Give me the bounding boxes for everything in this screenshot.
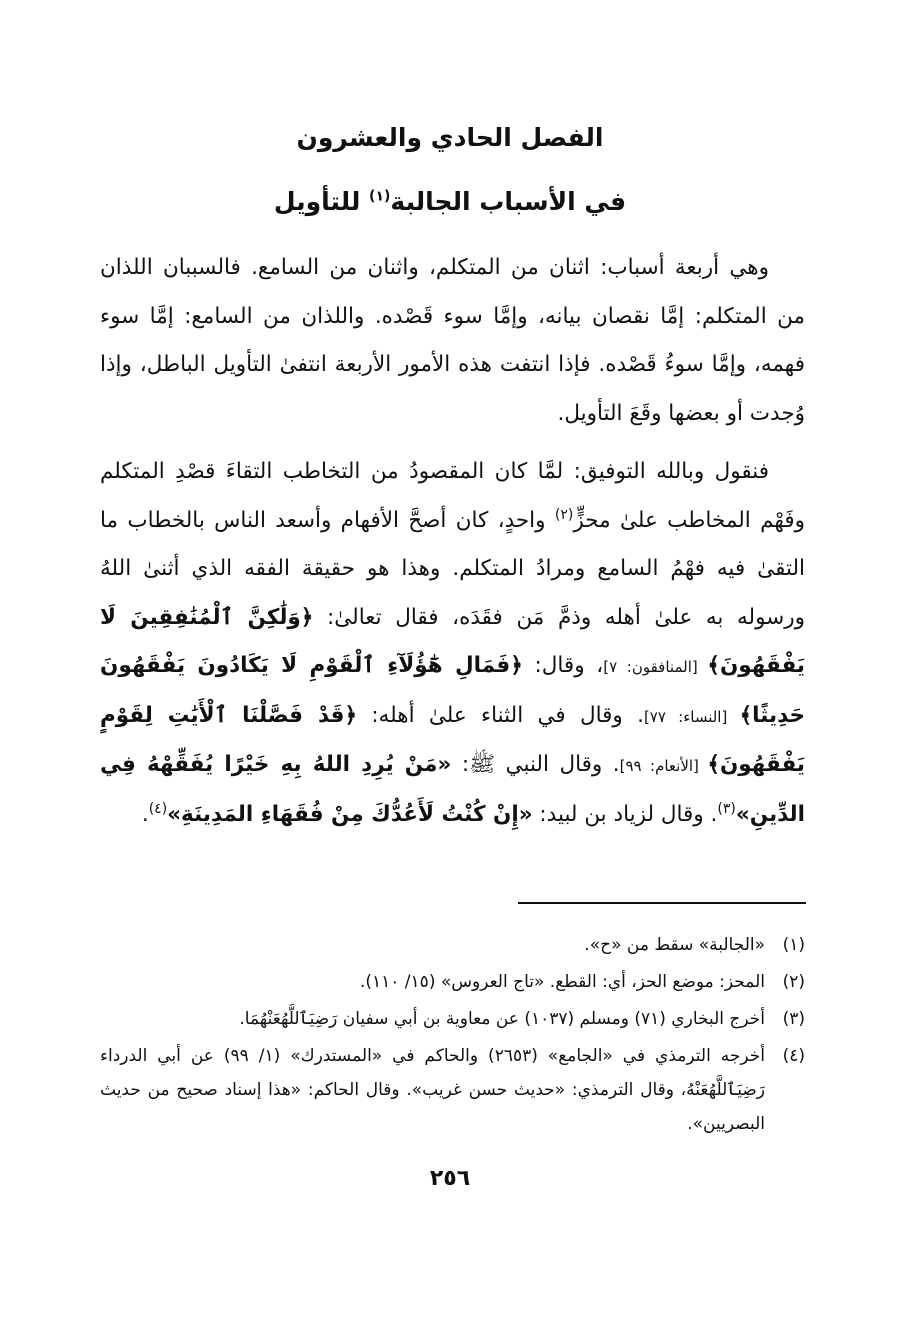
footnote-number: (١) bbox=[782, 935, 805, 955]
footnote-number: (٢) bbox=[782, 972, 805, 992]
footnote-text: المحز: موضع الحز، أي: القطع. «تاج العروس» (١٥/ ١١٠). bbox=[359, 972, 765, 992]
paragraph-text: ، وقال: bbox=[522, 653, 604, 678]
paragraph-1: وهي أربعة أسباب: اثنان من المتكلم، واثنان من السامع. فالسببان اللذان من المتكلم: إمَّا نقصان بيانه، وإمَّا سوء قَصْده. واللذان من السامع: إمَّا سوء فهمه، وإمَّا سوءُ قَصْده. فإذا انتفت هذه الأمور الأربعة انتفىٰ التأويل الباطل، وإذا وُجدت أو بعضها وقَعَ التأويل. bbox=[100, 255, 805, 426]
subtitle-text: في الأسباب الجالبة bbox=[390, 187, 627, 216]
footnote-ref-2[interactable]: (٢) bbox=[554, 506, 574, 523]
chapter-title: الفصل الحادي والعشرون bbox=[296, 123, 604, 152]
paragraph-text: . وقال في الثناء علىٰ أهله: bbox=[357, 702, 644, 728]
footnotes bbox=[100, 928, 805, 1144]
verse-reference: [الأنعام: ٩٩] bbox=[619, 757, 708, 775]
footnote-text: أخرج البخاري (٧١) ومسلم (١٠٣٧) عن معاوية بن أبي سفيان رَضِيَٱللَّهُعَنْهُمَا. bbox=[239, 1009, 765, 1029]
quran-verse: ﴿وَلَٰكِنَّ ٱلْمُنَٰفِقِينَ لَا يَفْقَهُونَ﴾ bbox=[100, 604, 805, 678]
paragraph-text: . وقال النبي ﷺ: bbox=[451, 752, 620, 777]
subtitle-text-end: للتأويل bbox=[273, 187, 370, 216]
quran-verse: ﴿قَدْ فَصَّلْنَا ٱلْأَيَٰتِ لِقَوْمٍ يَفْقَهُونَ﴾ bbox=[100, 702, 805, 777]
paragraph-2 bbox=[100, 448, 805, 839]
verse-reference: [المنافقون: ٧] bbox=[603, 658, 708, 676]
hadith-quote: «إِنْ كُنْتُ لَأَعُدُّكَ مِنْ فُقَهَاءِ المَدِينَةِ» bbox=[167, 801, 533, 827]
footnote-number: (٤) bbox=[782, 1046, 805, 1066]
footnote-ref-1[interactable]: (١) bbox=[369, 188, 391, 205]
quran-verse: ﴿فَمَالِ هَٰٓؤُلَآءِ ٱلْقَوْمِ لَا يَكَادُونَ يَفْقَهُونَ حَدِيثًا﴾ bbox=[100, 653, 805, 728]
page-number: ٢٥٦ bbox=[429, 1166, 471, 1191]
verse-reference: [النساء: ٧٧] bbox=[643, 707, 740, 726]
footnote-number: (٣) bbox=[782, 1009, 805, 1029]
footnote-item bbox=[100, 1039, 805, 1141]
footnote-text: «الجالبة» سقط من «ح». bbox=[584, 935, 765, 955]
footnote-text: أخرجه الترمذي في «الجامع» (٢٦٥٣) والحاكم في «المستدرك» (١/ ٩٩) عن أبي الدرداء رَضِيَٱللَّهُعَنْهُ، وقال الترمذي: «حديث حسن غريب». وقال الحاكم: «هذا إسناد صحيح من حديث البصريين». bbox=[100, 1046, 765, 1134]
paragraph-text: فنقول وبالله التوفيق: لمَّا كان المقصودُ من التخاطب التقاءَ قصْدِ المتكلم وفَهْم المخاطب علىٰ محزٍّ bbox=[100, 459, 805, 533]
paragraph-text: . وقال لزياد بن لبيد: bbox=[532, 801, 718, 827]
footnote-ref-3[interactable]: (٣) bbox=[717, 800, 736, 817]
hadith-quote: «مَنْ يُرِدِ اللهُ بِهِ خَيْرًا يُفَقِّهْهُ فِي الدِّينِ» bbox=[100, 752, 805, 827]
footnote-divider bbox=[518, 902, 806, 904]
footnote-ref-4[interactable]: (٤) bbox=[148, 800, 168, 817]
footnote-item bbox=[100, 928, 805, 962]
footnote-item bbox=[100, 965, 805, 999]
chapter-subtitle bbox=[0, 182, 900, 222]
footnote-item bbox=[100, 1002, 805, 1036]
paragraph-text: واحدٍ، كان أصحَّ الأفهام وأسعد الناس بالخطاب ما التقىٰ فيه فهْمُ السامع ومرادُ المتكلم. وهذا هو حقيقة الفقه الذي أثنىٰ اللهُ ورسوله به علىٰ أهله وذمَّ مَن فقَدَه، فقال تعالىٰ: bbox=[100, 507, 805, 630]
paragraph-text: . bbox=[141, 801, 149, 827]
body-text bbox=[100, 244, 805, 839]
